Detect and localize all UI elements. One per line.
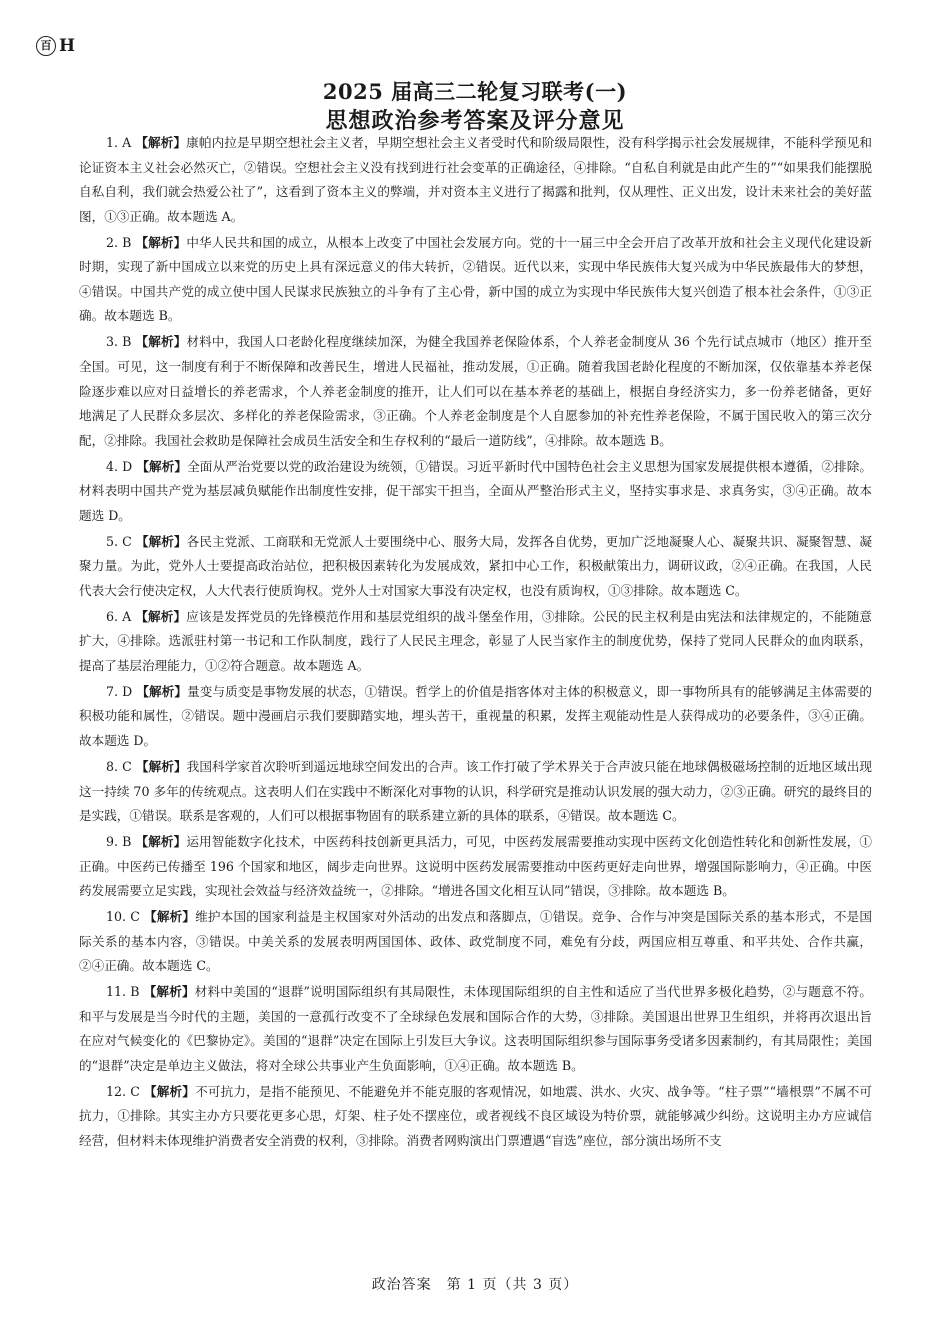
item-number: 5. C [106, 533, 132, 549]
item-number: 1. A [106, 135, 132, 150]
version-letter: H [59, 36, 76, 56]
answer-item [79, 1080, 872, 1154]
item-number: 7. D [106, 683, 133, 699]
answer-item [79, 455, 872, 529]
item-explanation: 我国科学家首次聆听到遥远地球空间发出的合声。该工作打破了学术界关于合声波只能在地球偶极磁场控制的近地区域出现这一持续 70 多年的传统观点。这表明人们在实践中不断深化对事物的认识，科学研究是推动认识发展的强大动力，②③正确。研究的最终目的是实践，①错误。联系是客观的，人们可以根据事物固有的联系建立新的具体的联系，④错误。故本题选 C。 [79, 758, 873, 824]
analysis-tag: 【解析】 [135, 533, 187, 549]
analysis-tag: 【解析】 [136, 683, 188, 699]
answer-item [79, 231, 872, 329]
item-number: 6. A [106, 608, 132, 624]
analysis-tag: 【解析】 [136, 458, 188, 474]
item-explanation: 量变与质变是事物发展的状态，①错误。哲学上的价值是指客体对主体的积极意义，即一事物所具有的能够满足主体需要的积极功能和属性，②错误。题中漫画启示我们要脚踏实地，埋头苦干，重视量的积累，发挥主观能动性是人获得成功的必要条件，③④正确。故本题选 D。 [79, 683, 873, 749]
item-number: 3. B [106, 334, 132, 350]
item-number: 9. B [106, 834, 132, 849]
item-number: 2. B [106, 234, 132, 250]
corner-mark [36, 36, 75, 56]
item-explanation: 各民主党派、工商联和无党派人士要围绕中心、服务大局，发挥各自优势，更加广泛地凝聚人心、凝聚共识、凝聚智慧、凝聚力量。为此，党外人士要提高政治站位，把积极因素转化为发展成效，紧扣中心工作，积极献策出力，调研议政，②④正确。在我国，人民代表大会行使决定权，人大代表行使质询权。党外人士对国家大事没有决定权，也没有质询权，①③排除。故本题选 C。 [79, 533, 873, 598]
answer-item [79, 131, 872, 229]
item-explanation: 材料中美国的“退群”说明国际组织有其局限性，未体现国际组织的自主性和适应了当代世界多极化趋势，②与题意不符。和平与发展是当今时代的主题，美国的一意孤行改变不了全球绿色发展和国际合作的大势，③排除。美国退出世界卫生组织，并将再次退出旨在应对气候变化的《巴黎协定》。美国的“退群”决定在国际上引发巨大争议。这表明国际组织参与国际事务受诸多因素制约，有其局限性；美国的“退群”决定是单边主义做法，将对全球公共事业产生负面影响，①④正确。故本题选 B。 [79, 984, 872, 1073]
analysis-tag: 【解析】 [135, 234, 187, 250]
item-explanation: 全面从严治党要以党的政治建设为统领，①错误。习近平新时代中国特色社会主义思想为国家发展提供根本遵循，②排除。材料表明中国共产党为基层减负赋能作出制度性安排，促干部实干担当，全面从严整治形式主义，坚持实事求是、求真务实，③④正确。故本题选 D。 [79, 458, 873, 523]
analysis-tag: 【解析】 [135, 608, 187, 624]
item-explanation: 应该是发挥党员的先锋模范作用和基层党组织的战斗堡垒作用，③排除。公民的民主权利是由宪法和法律规定的，不能随意扩大，④排除。选派驻村第一书记和工作队制度，践行了人民民主理念，彰显了人民当家作主的制度优势，保持了党同人民群众的血肉联系，提高了基层治理能力，①②符合题意。故本题选 A。 [79, 608, 873, 673]
item-number: 12. C [106, 1083, 140, 1099]
circled-logo: 百 [36, 36, 56, 56]
item-explanation: 不可抗力，是指不能预见、不能避免并不能克服的客观情况，如地震、洪水、火灾、战争等。“柱子票”“墙根票”不属不可抗力，①排除。其实主办方只要花更多心思，灯架、柱子处不摆座位，或者视线不良区域设为特价票，就能够减少纠纷。这说明主办方应诚信经营，但材料未体现维护消费者安全消费的权利，③排除。消费者网购演出门票遭遇“盲选”座位，部分演出场所不支 [79, 1083, 872, 1149]
analysis-tag: 【解析】 [135, 758, 187, 774]
analysis-tag: 【解析】 [135, 135, 187, 150]
analysis-tag: 【解析】 [135, 334, 187, 350]
item-number: 8. C [106, 758, 132, 774]
item-explanation: 康帕内拉是早期空想社会主义者，早期空想社会主义者受时代和阶级局限性，没有科学揭示社会发展规律，不能科学预见和论证资本主义社会必然灭亡，②错误。空想社会主义没有找到进行社会变革的正确途径，④排除。“自私自利就是由此产生的”“如果我们能摆脱自私自利，我们就会热爱公社了”，这看到了资本主义的弊端，并对资本主义进行了揭露和批判，仅从理性、正义出发，设计未来社会的美好蓝图，①③正确。故本题选 A。 [79, 135, 873, 224]
analysis-tag: 【解析】 [143, 984, 195, 1000]
answer-item [79, 980, 872, 1078]
item-number: 4. D [106, 458, 133, 474]
answer-item [79, 680, 872, 754]
page-footer: 政治答案 第 1 页（共 3 页） [371, 1277, 579, 1293]
answer-item [79, 330, 872, 453]
answer-item [79, 605, 872, 679]
answer-item [79, 830, 872, 904]
item-explanation: 维护本国的国家利益是主权国家对外活动的出发点和落脚点，①错误。竞争、合作与冲突是国际关系的基本形式，不是国际关系的基本内容，③错误。中美关系的发展表明两国国体、政体、政党制度不同，难免有分歧，两国应相互尊重、和平共处、合作共赢，②④正确。故本题选 C。 [79, 909, 873, 974]
item-number: 11. B [106, 984, 140, 1000]
item-explanation: 材料中，我国人口老龄化程度继续加深，为健全我国养老保险体系，个人养老金制度从 36 个先行试点城市（地区）推开至全国。可见，这一制度有利于不断保障和改善民生，增进人民福祉，推动发展，①正确。随着我国老龄化程度的不断加深，仅依靠基本养老保险逐步难以应对日益增长的养老需求，个人养老金制度的推开，让人们可以在基本养老的基础上，根据自身经济实力，多一份养老储备，更好地满足了人民群众多层次、多样化的养老保险需求，③正确。个人养老金制度是个人自愿参加的补充性养老保险，不属于国民收入的第三次分配，②排除。我国社会救助是保障社会成员生活安全和生存权利的“最后一道防线”，④排除。故本题选 B。 [79, 334, 872, 448]
answer-item [79, 530, 872, 604]
analysis-tag: 【解析】 [144, 909, 196, 925]
item-number: 10. C [106, 909, 140, 925]
answer-list [79, 131, 872, 1155]
exam-title: 2025 届高三二轮复习联考(一) [322, 79, 628, 104]
item-explanation: 运用智能数字化技术，中医药科技创新更具活力，可见，中医药发展需要推动实现中医药文化创造性转化和创新性发展，①正确。中医药已传播至 196 个国家和地区，阔步走向世界。这说明中医药发展需要推动中医药更好走向世界，增强国际影响力，④正确。中医药发展需要立足实践，实现社会效益与经济效益统一，②排除。“增进各国文化相互认同”错误，③排除。故本题选 B。 [79, 834, 873, 899]
item-explanation: 中华人民共和国的成立，从根本上改变了中国社会发展方向。党的十一届三中全会开启了改革开放和社会主义现代化建设新时期，实现了新中国成立以来党的历史上具有深远意义的伟大转折，②错误。近代以来，实现中华民族伟大复兴成为中华民族最伟大的梦想，④错误。中国共产党的成立使中国人民谋求民族独立的斗争有了主心骨，新中国的成立为实现中华民族伟大复兴创造了根本社会条件，①③正确。故本题选 B。 [79, 234, 873, 324]
analysis-tag: 【解析】 [135, 834, 187, 849]
answer-item [79, 755, 872, 829]
answer-item [79, 905, 872, 979]
document-subtitle: 思想政治参考答案及评分意见 [325, 109, 625, 134]
analysis-tag: 【解析】 [144, 1083, 196, 1099]
